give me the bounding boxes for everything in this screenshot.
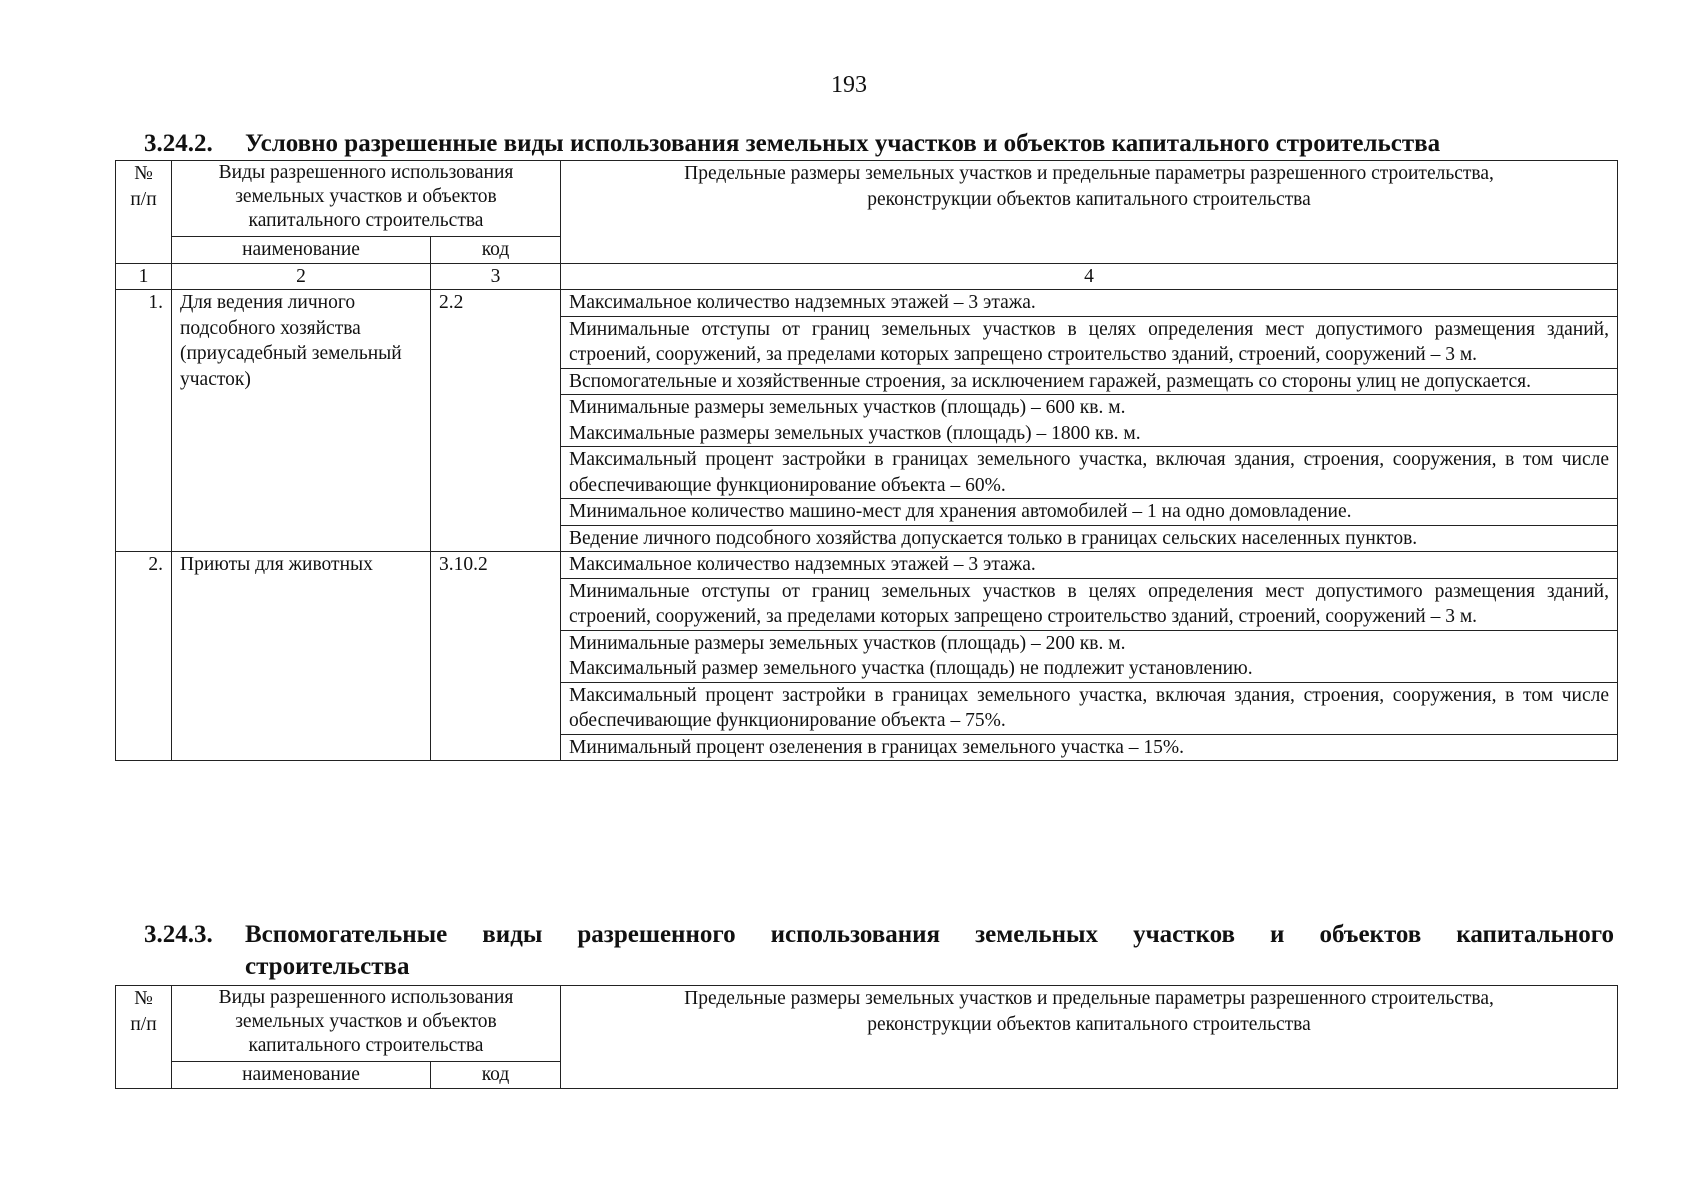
column-number: 2 — [172, 263, 431, 290]
param-cell: Максимальный процент застройки в границах земельного участка, включая здания, строения, сооружения, в том числе обеспечивающие функционирование объекта – 75%. — [561, 682, 1618, 734]
param-cell: Максимальное количество надземных этажей – 3 этажа. — [561, 552, 1618, 579]
header-name-col: наименование — [172, 1062, 431, 1089]
section-title-text: Вспомогательные виды разрешенного использования земельных участков и объектов капитального — [245, 921, 1614, 948]
use-type-code: 2.2 — [431, 290, 561, 552]
header-num-col: № п/п — [116, 161, 172, 264]
section-number: 3.24.3. — [144, 921, 213, 948]
column-number: 3 — [431, 263, 561, 290]
section-title-3-24-3 — [144, 919, 1614, 983]
header-code-col: код — [431, 1062, 561, 1089]
param-cell: Минимальные отступы от границ земельных участков в целях определения мест допустимого размещения зданий, строений, сооружений, за пределами которых запрещено строительство зданий, строений, сооружений – 3 м. — [561, 578, 1618, 630]
row-number: 2. — [116, 552, 172, 761]
header-params-col: Предельные размеры земельных участков и предельные параметры разрешенного строительства, реконструкции объектов капитального строительства — [561, 986, 1618, 1089]
column-number: 1 — [116, 263, 172, 290]
section-title-3-24-2 — [144, 128, 1614, 160]
use-type-name: Приюты для животных — [172, 552, 431, 761]
param-cell: Максимальный процент застройки в границах земельного участка, включая здания, строения, сооружения, в том числе обеспечивающие функционирование объекта – 60%. — [561, 447, 1618, 499]
section-title-text-cont: строительства — [245, 953, 410, 980]
param-cell: Минимальные размеры земельных участков (площадь) – 200 кв. м. Максимальный размер земельного участка (площадь) не подлежит установлению. — [561, 630, 1618, 682]
header-use-types: Виды разрешенного использования земельных участков и объектов капитального строительства — [172, 986, 561, 1062]
use-type-name: Для ведения личного подсобного хозяйства (приусадебный земельный участок) — [172, 290, 431, 552]
param-cell: Минимальные отступы от границ земельных участков в целях определения мест допустимого размещения зданий, строений, сооружений, за пределами которых запрещено строительство зданий, строений, сооружений – 3 м. — [561, 316, 1618, 368]
header-use-types: Виды разрешенного использования земельных участков и объектов капитального строительства — [172, 161, 561, 237]
conditional-use-table — [115, 160, 1618, 761]
header-name-col: наименование — [172, 237, 431, 264]
page-number: 193 — [831, 72, 867, 98]
section-title-text: Условно разрешенные виды использования земельных участков и объектов капитального строительства — [245, 130, 1441, 157]
use-type-code: 3.10.2 — [431, 552, 561, 761]
param-cell: Максимальное количество надземных этажей – 3 этажа. — [561, 290, 1618, 317]
auxiliary-use-table — [115, 985, 1618, 1089]
param-cell: Минимальный процент озеленения в границах земельного участка – 15%. — [561, 734, 1618, 761]
row-number: 1. — [116, 290, 172, 552]
header-params-col: Предельные размеры земельных участков и предельные параметры разрешенного строительства, реконструкции объектов капитального строительства — [561, 161, 1618, 264]
column-number: 4 — [561, 263, 1618, 290]
param-cell: Минимальное количество машино-мест для хранения автомобилей – 1 на одно домовладение. — [561, 499, 1618, 526]
param-cell: Минимальные размеры земельных участков (площадь) – 600 кв. м. Максимальные размеры земельных участков (площадь) – 1800 кв. м. — [561, 395, 1618, 447]
table-row — [116, 552, 1618, 579]
table-row — [116, 290, 1618, 317]
param-cell: Вспомогательные и хозяйственные строения, за исключением гаражей, размещать со стороны улиц не допускается. — [561, 368, 1618, 395]
param-cell: Ведение личного подсобного хозяйства допускается только в границах сельских населенных пунктов. — [561, 525, 1618, 552]
section-number: 3.24.2. — [144, 130, 213, 157]
header-code-col: код — [431, 237, 561, 264]
header-num-col: № п/п — [116, 986, 172, 1089]
